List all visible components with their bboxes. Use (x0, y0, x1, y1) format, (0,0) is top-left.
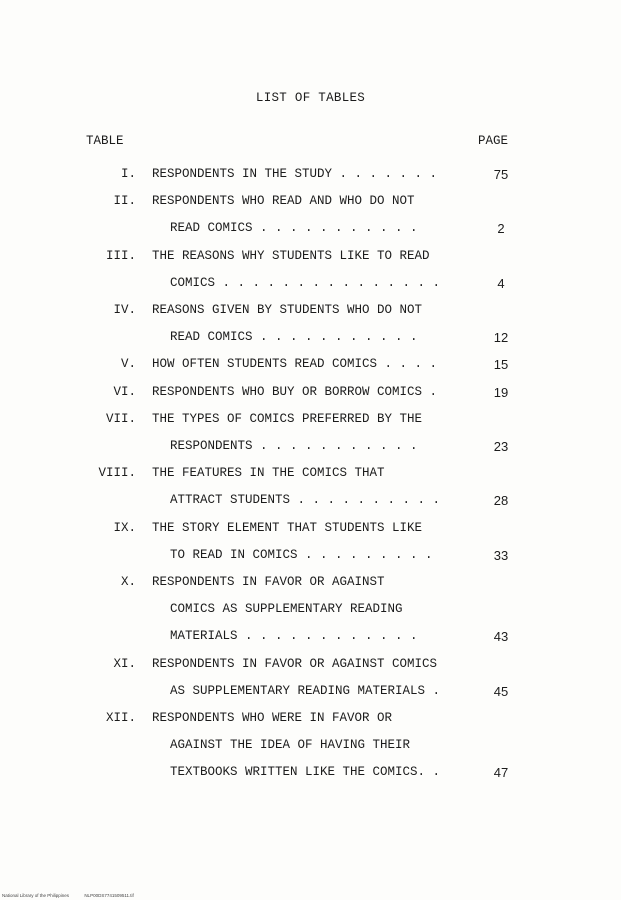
toc-entry-title: MATERIALS . . . . . . . . . . . . (170, 629, 418, 644)
toc-entry-title: AS SUPPLEMENTARY READING MATERIALS . (170, 683, 441, 698)
toc-entry-line (0, 521, 621, 541)
toc-entry-page: 12 (493, 330, 509, 346)
toc-entry-title: RESPONDENTS IN FAVOR OR AGAINST (152, 575, 385, 589)
toc-entry-page: 15 (493, 357, 509, 373)
toc-entry-page: 47 (493, 765, 509, 781)
toc-entry-line (0, 466, 621, 486)
toc-entry-line (0, 357, 621, 377)
toc-entry-title: THE REASONS WHY STUDENTS LIKE TO READ (152, 248, 430, 263)
toc-entry-title: THE TYPES OF COMICS PREFERRED BY THE (152, 411, 423, 426)
toc-entry-page: 2 (497, 221, 505, 237)
toc-entry-title: RESPONDENTS IN FAVOR OR AGAINST COMICS (152, 656, 438, 671)
toc-entry-title: TEXTBOOKS WRITTEN LIKE THE COMICS. . (170, 765, 441, 780)
toc-entry-line (0, 493, 621, 513)
footer-file: NLP00DS7741509511.tif (84, 893, 134, 898)
toc-entry-line (0, 276, 621, 296)
toc-entry-page: 45 (493, 683, 509, 699)
toc-entry-line (0, 439, 621, 459)
toc-entry-number: IV. (113, 303, 136, 317)
toc-entry-number: VII. (105, 411, 136, 426)
toc-entry-line (0, 194, 621, 214)
page-title: LIST OF TABLES (255, 91, 366, 105)
toc-entry-number: I. (120, 167, 136, 181)
toc-entry-number: V. (120, 357, 136, 372)
toc-entry-page: 33 (493, 547, 509, 563)
table-column-header: TABLE (86, 134, 124, 148)
toc-entry-title: THE FEATURES IN THE COMICS THAT (152, 466, 385, 481)
toc-entry-title: RESPONDENTS IN THE STUDY . . . . . . . (152, 167, 438, 181)
toc-entry-title: RESPONDENTS WHO BUY OR BORROW COMICS . (152, 384, 438, 399)
toc-entry-number: III. (105, 248, 136, 263)
toc-entry-line (0, 738, 621, 758)
toc-entry-number: XII. (105, 711, 136, 725)
toc-entry-line (0, 602, 621, 622)
toc-entry-line (0, 629, 621, 649)
toc-entry-line (0, 221, 621, 241)
toc-entry-line (0, 412, 621, 432)
toc-entry-number: VIII. (98, 466, 136, 481)
toc-entry-line (0, 385, 621, 405)
toc-entry-number: IX. (113, 520, 136, 535)
toc-entry-number: XI. (113, 656, 136, 671)
toc-entry-number: VI. (113, 384, 136, 399)
scan-footer (2, 893, 148, 898)
toc-entry-page: 75 (493, 167, 509, 182)
toc-entry-title: HOW OFTEN STUDENTS READ COMICS . . . . (152, 357, 438, 372)
toc-entry-title: COMICS AS SUPPLEMENTARY READING (170, 602, 403, 617)
toc-entry-line (0, 575, 621, 595)
toc-entry-title: RESPONDENTS WHO WERE IN FAVOR OR (152, 711, 393, 725)
toc-entry-page: 43 (493, 629, 509, 645)
toc-entry-title: RESPONDENTS WHO READ AND WHO DO NOT (152, 194, 415, 209)
toc-entry-line (0, 657, 621, 677)
toc-entry-title: THE STORY ELEMENT THAT STUDENTS LIKE (152, 520, 423, 535)
toc-entry-line (0, 249, 621, 269)
toc-entry-title: RESPONDENTS . . . . . . . . . . . (170, 439, 418, 453)
toc-entry-number: X. (120, 575, 136, 589)
toc-entry-line (0, 167, 621, 187)
toc-entry-number: II. (113, 194, 136, 209)
toc-entry-title: TO READ IN COMICS . . . . . . . . . (170, 547, 433, 562)
toc-entry-title: READ COMICS . . . . . . . . . . . (170, 221, 418, 236)
toc-entry-line (0, 711, 621, 731)
footer-library: National Library of the Philippines (2, 893, 70, 898)
toc-entry-title: AGAINST THE IDEA OF HAVING THEIR (170, 738, 411, 753)
toc-entry-line (0, 765, 621, 785)
toc-entry-page: 28 (493, 493, 509, 509)
toc-entry-title: COMICS . . . . . . . . . . . . . . . (170, 275, 441, 290)
toc-entry-title: READ COMICS . . . . . . . . . . . (170, 330, 418, 345)
toc-entry-line (0, 548, 621, 568)
toc-entry-line (0, 303, 621, 323)
toc-entry-page: 23 (493, 439, 509, 454)
toc-entry-title: REASONS GIVEN BY STUDENTS WHO DO NOT (152, 303, 423, 317)
toc-entry-page: 19 (493, 384, 509, 400)
toc-entry-title: ATTRACT STUDENTS . . . . . . . . . . (170, 493, 441, 508)
toc-entry-line (0, 684, 621, 704)
toc-entry-page: 4 (497, 275, 505, 291)
toc-entry-line (0, 330, 621, 350)
page-column-header: PAGE (478, 134, 509, 148)
